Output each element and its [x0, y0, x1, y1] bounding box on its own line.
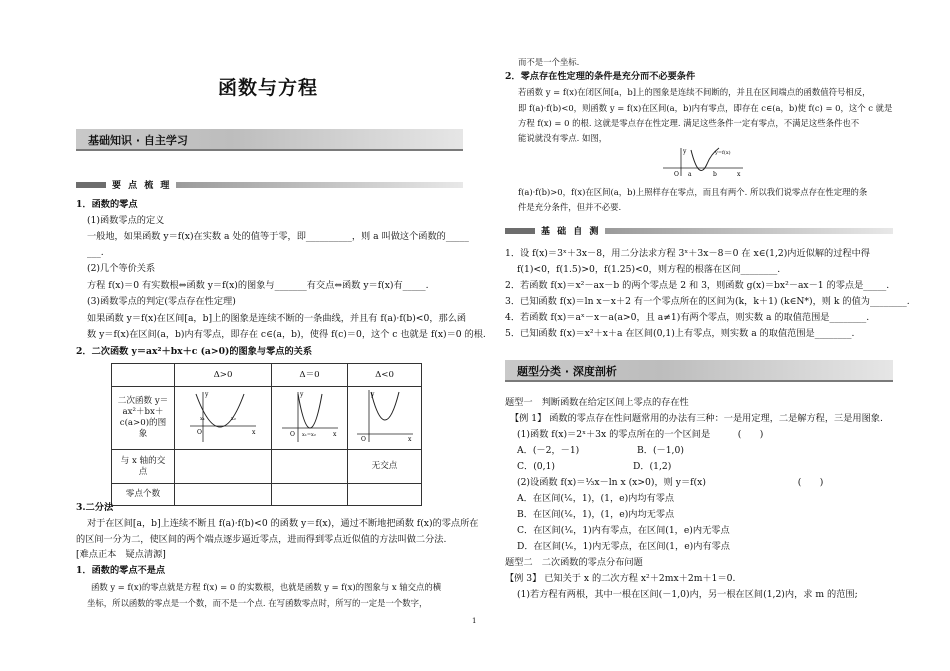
svg-text:y: y	[205, 391, 209, 398]
svg-text:O: O	[360, 436, 366, 443]
table-header: Δ<0	[348, 364, 422, 387]
svg-text:O: O	[197, 429, 202, 436]
text-line: (3)函数零点的判定(零点存在性定理)	[87, 296, 236, 307]
section-header-basics	[76, 129, 463, 151]
text-line: 【例 3】 已知关于 x 的二次方程 x²＋2mx＋2m＋1＝0.	[505, 573, 736, 584]
theorem-figure	[663, 146, 743, 178]
table-row-label: 二次函数 y＝ ax²＋bx＋ c(a>0)的图 象	[112, 387, 175, 450]
exercise-line: 5．已知函数 f(x)＝x²＋x＋a 在区间(0,1)上有零点，则实数 a 的取值范围是________.	[505, 328, 855, 339]
table-header: Δ>0	[175, 364, 272, 387]
subheader-label: 基 础 自 测	[541, 227, 601, 237]
svg-text:x: x	[332, 431, 336, 438]
page-title: 函数与方程	[218, 77, 319, 99]
exercise-line: 4．若函数 f(x)＝aˣ－x－a(a>0，且 a≠1)有两个零点，则实数 a 的取值范围是________.	[505, 312, 870, 323]
exercise-line: 1．设 f(x)＝3ˣ＋3x－8，用二分法求方程 3ˣ＋3x－8＝0 在 x∈(1,2)内近似解的过程中得	[505, 248, 870, 259]
svg-text:x₁: x₁	[200, 416, 205, 422]
text-line: (2)几个等价关系	[87, 263, 156, 274]
svg-text:y: y	[370, 391, 374, 398]
subheader-basic-test	[505, 226, 893, 237]
graph-no-root	[348, 387, 422, 450]
exercise-line: 2．若函数 f(x)＝x²－ax－b 的两个零点是 2 和 3，则函数 g(x)＝bx²－ax－1 的零点是_____.	[505, 280, 890, 291]
svg-text:y: y	[299, 391, 303, 398]
table-cell: 无交点	[348, 450, 422, 484]
table-header: Δ＝0	[272, 364, 348, 387]
table-row-label: 零点个数	[112, 484, 175, 506]
choice: A．(－2，－1)	[517, 445, 580, 456]
svg-text:O: O	[674, 171, 679, 178]
svg-text:x: x	[737, 171, 741, 178]
section-header-types	[505, 360, 893, 382]
text-line: 方程 f(x)＝0 有实数根⇔函数 y＝f(x)的图象与_______有交点⇔函数 y＝f(x)有_____.	[87, 280, 429, 291]
text-line: 数 y＝f(x)在区间(a，b)内有零点，即存在 c∈(a，b)，使得 f(c)＝0，这个 c 也就是 f(x)＝0 的根.	[87, 329, 486, 340]
svg-text:y=f(x): y=f(x)	[715, 150, 731, 156]
text-line: 坐标，所以函数的零点是一个数，而不是一个点. 在写函数零点时，所写的一定是一个数字，	[87, 598, 428, 608]
text-line: 方程 f(x) = 0 的根. 这就是零点存在性定理. 满足这些条件一定有零点，不满足这些条件也不	[518, 118, 860, 128]
text-line: 一般地，如果函数 y＝f(x)在实数 a 处的值等于零，即__________，则 a 叫做这个函数的_____	[87, 231, 469, 242]
choice: D．(1,2)	[633, 461, 672, 472]
text-line: (2)设函数 f(x)＝⅓x－ln x (x>0)，则 y＝f(x) ( )	[517, 477, 824, 488]
text-line: 题型一 判断函数在给定区间上零点的存在性	[505, 397, 689, 408]
text-line: ___.	[87, 247, 104, 258]
svg-text:b: b	[713, 171, 717, 178]
text-line: 的区间一分为二，使区间的两个端点逐步逼近零点，进而得到零点近似值的方法叫做二分法.	[76, 534, 447, 545]
svg-text:x₁=x₂: x₁=x₂	[301, 432, 316, 438]
svg-text:x₂: x₂	[231, 416, 236, 422]
subheader-label: 要 点 梳 理	[112, 181, 172, 191]
quadratic-table	[111, 363, 422, 506]
choice: B．(－1,0)	[637, 445, 684, 456]
text-line: 2．零点存在性定理的条件是充分而不必要条件	[505, 71, 696, 82]
svg-text:O: O	[289, 431, 295, 438]
text-line: 件是充分条件，但并不必要.	[518, 202, 622, 212]
svg-text:x: x	[252, 429, 256, 436]
svg-text:x: x	[407, 436, 411, 443]
text-line: [难点正本 疑点清源]	[76, 549, 166, 560]
text-line: 题型二 二次函数的零点分布问题	[505, 557, 643, 568]
text-line: 【例 1】 函数的零点存在性问题常用的办法有三种：一是用定理，二是解方程，三是用图象.	[510, 413, 883, 424]
text-line: f(a)·f(b)>0，f(x)在区间(a，b)上照样存在零点，而且有两个. 所以我们说零点存在性定理的条	[518, 187, 868, 197]
text-line: (1)若方程有两根，其中一根在区间(－1,0)内，另一根在区间(1,2)内，求 m 的范围;	[517, 589, 858, 600]
graph-two-roots	[175, 387, 272, 450]
text-line: 1．函数的零点	[76, 199, 138, 210]
exercise-line: f(1)<0，f(1.5)>0，f(1.25)<0，则方程的根落在区间________.	[517, 264, 781, 275]
section-header-label: 题型分类 · 深度剖析	[517, 365, 617, 378]
text-line: 若函数 y = f(x)在闭区间[a，b]上的图象是连续不间断的，并且在区间端点的函数值符号相反，	[518, 87, 871, 97]
text-line: 即 f(a)·f(b)<0，则函数 y = f(x)在区间(a，b)内有零点，即存在 c∈(a，b)使 f(c) = 0，这个 c 就是	[518, 103, 893, 113]
text-line: 函数 y = f(x)的零点就是方程 f(x) = 0 的实数根，也就是函数 y = f(x)的图象与 x 轴交点的横	[91, 582, 442, 592]
choice: C．在区间(⅟ₑ，1)内有零点，在区间(1，e)内无零点	[517, 525, 730, 536]
text-line: 1．函数的零点不是点	[76, 565, 166, 576]
choice: D．在区间(⅟ₑ，1)内无零点，在区间(1，e)内有零点	[517, 541, 730, 552]
text-line: 而不是一个坐标.	[518, 57, 580, 67]
exercise-line: 3．已知函数 f(x)＝ln x－x＋2 有一个零点所在的区间为(k，k＋1) (k∈N*)，则 k 的值为________.	[505, 296, 910, 307]
choice: C．(0,1)	[517, 461, 555, 472]
svg-text:a: a	[688, 171, 692, 178]
section-header-label: 基础知识 · 自主学习	[88, 134, 188, 147]
text-line: (1)函数 f(x)＝2ˣ＋3x 的零点所在的一个区间是 ( )	[517, 429, 764, 440]
choice: A．在区间(⅟ₑ，1)，(1，e)内均有零点	[517, 493, 675, 504]
choice: B．在区间(⅟ₑ，1)，(1，e)内均无零点	[517, 509, 675, 520]
subheader-key-points	[76, 180, 463, 191]
text-line: 2．二次函数 y＝ax²＋bx＋c (a>0)的图象与零点的关系	[76, 346, 313, 357]
text-line: 如果函数 y＝f(x)在区间[a，b]上的图象是连续不断的一条曲线，并且有 f(a)·f(b)<0，那么函	[87, 313, 467, 324]
text-line: 对于在区间[a，b]上连续不断且 f(a)·f(b)<0 的函数 y＝f(x)，通过不断地把函数 f(x)的零点所在	[87, 518, 479, 529]
svg-text:y: y	[683, 148, 687, 155]
graph-one-root	[272, 387, 348, 450]
table-row-label: 与 x 轴的交 点	[112, 450, 175, 484]
text-line: 3.二分法	[76, 502, 114, 513]
text-line: (1)函数零点的定义	[87, 215, 165, 226]
text-line: 能说就没有零点. 如图，	[518, 133, 608, 143]
page-number: 1	[472, 617, 477, 625]
